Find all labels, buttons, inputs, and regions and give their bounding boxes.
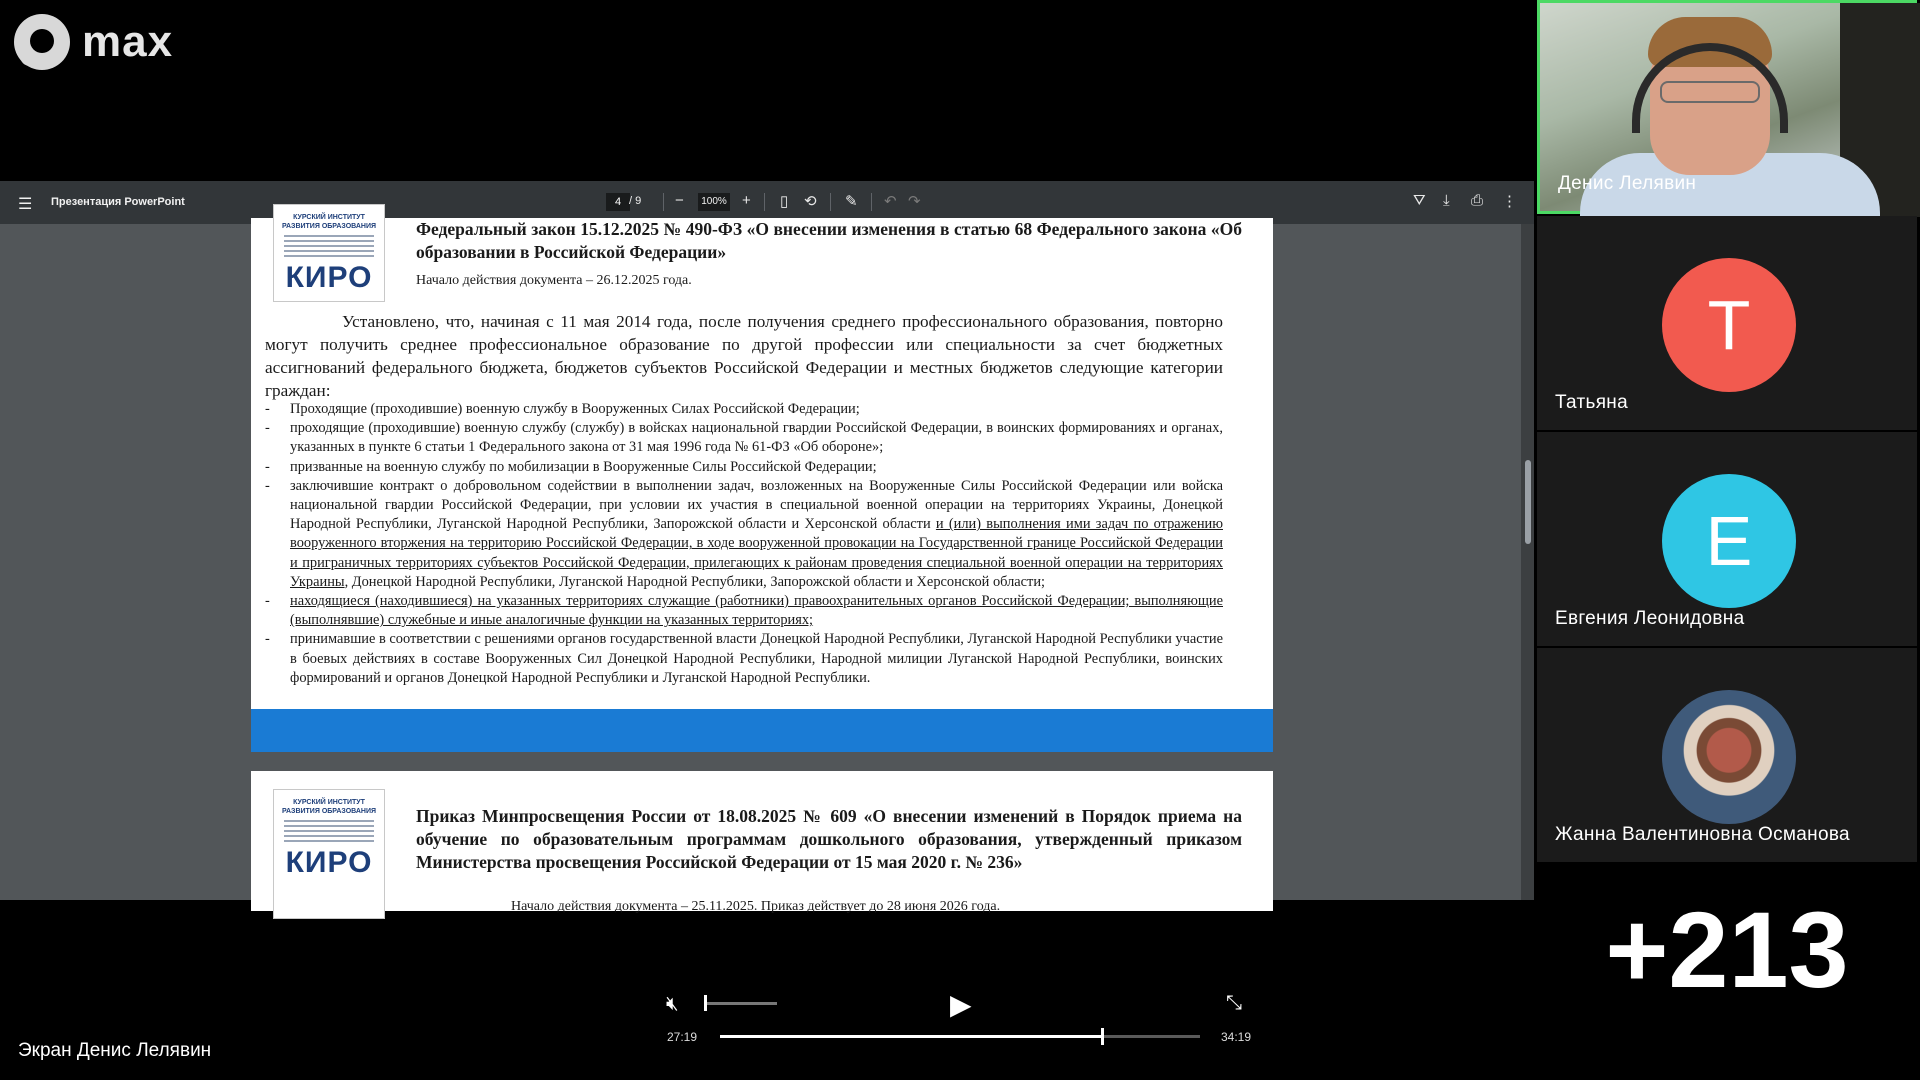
volume-slider[interactable] [705, 1002, 777, 1005]
progress-knob[interactable] [1101, 1028, 1104, 1045]
brand-name: max [82, 17, 174, 66]
avatar: Т [1662, 258, 1796, 392]
item-text: заключившие контракт о добровольном содействии в выполнении задач, возложенных на Вооруженные Силы Российской Федерации или войска национальной гвардии Российской Федерации, при условии их участия в специальной военной операции на территориях Украины, Донецкой Народной Республики, Луганской Народной Республики, Запорожской области и Херсонской области [290, 477, 1223, 533]
participant-name: Татьяна [1555, 392, 1628, 413]
participants-panel [1534, 0, 1920, 865]
progress-track[interactable] [720, 1035, 1200, 1038]
page-number-input[interactable]: 4 [606, 193, 630, 211]
list-item: - Проходящие (проходившие) военную службу в Вооруженных Силах Российской Федерации; [265, 400, 1223, 419]
page-total: / 9 [629, 195, 642, 207]
extra-participants-count[interactable]: +213 [1605, 889, 1849, 1010]
logo-caption: КУРСКИЙ ИНСТИТУТ РАЗВИТИЯ ОБРАЗОВАНИЯ [281, 214, 377, 230]
progress-fill [720, 1035, 1102, 1038]
avatar: Е [1662, 474, 1796, 608]
elapsed-time: 27:19 [667, 1030, 698, 1044]
list-item [265, 592, 1223, 630]
underlined-text: находящиеся (находившиеся) на указанных территориях служащие (работники) правоохранительных органов Российской Федерации; выполняющие (выполнявшие) служебные и иные аналогичные функции на указанных территориях; [290, 593, 1223, 629]
fit-page-icon[interactable]: ▯ [780, 193, 789, 210]
effective-date-note: Начало действия документа – 26.12.2025 года. [416, 273, 692, 288]
annotate-icon[interactable]: ✎ [845, 193, 858, 210]
participant-name: Денис Лелявин [1558, 173, 1697, 194]
divider [764, 193, 765, 211]
category-list [265, 400, 1223, 688]
kiro-logo [273, 789, 385, 919]
exit-fullscreen-icon[interactable]: ⤡ [1226, 992, 1242, 1014]
logo-text: КИРО [285, 846, 373, 879]
logo-text: КИРО [285, 261, 373, 294]
item-text: , Донецкой Народной Республики, Луганской Народной Республики, Запорожской области и Херсонской области; [344, 573, 1046, 590]
more-icon[interactable]: ⋮ [1502, 193, 1517, 210]
total-time: 34:19 [1221, 1030, 1252, 1044]
scrollbar-thumb[interactable] [1525, 460, 1531, 544]
print-icon[interactable]: ⎙ [1471, 192, 1484, 209]
divider [663, 193, 664, 211]
divider [830, 193, 831, 211]
rotate-icon[interactable]: ⟲ [804, 193, 817, 210]
list-item [265, 477, 1223, 592]
underlined-text: и (или) выполнения ими задач по отражению вооруженного вторжения на территорию Российской Федерации, в ходе вооруженной провокации на Государственной границе Российской Федерации и приграничных территориях субъектов Российской Федерации, прилегающих к районам проведения специальной военной операции на территориях Украины [290, 516, 1223, 590]
list-item: - проходящие (проходившие) военную службу (службу) в войсках национальной гвардии Российской Федерации, в воинских формированиях и органах, указанных в пункте 6 статьи 1 Федерального закона от 31 мая 1996 года № 61-ФЗ «Об обороне»; [265, 419, 1223, 457]
logo-lines [284, 235, 374, 257]
participant-tile[interactable] [1537, 648, 1917, 862]
pdf-page [251, 771, 1273, 914]
document-heading: Федеральный закон 15.12.2025 № 490-ФЗ «О внесении изменения в статью 68 Федерального закона «Об образовании в Российской Федерации» [416, 219, 1242, 262]
volume-knob[interactable] [704, 995, 707, 1011]
zoom-in-icon[interactable]: + [742, 192, 751, 209]
pdf-page [251, 214, 1273, 752]
document-heading: Приказ Минпросвещения России от 18.08.2025 № 609 «О внесении изменений в Порядок приема на обучение по образовательным программам дошкольного образования, утвержденный приказом Министерства просвещения Российской Федерации от 15 мая 2020 г. № 236» [416, 806, 1242, 872]
logo-lines [284, 820, 374, 842]
menu-icon[interactable]: ☰ [18, 196, 33, 213]
effective-date-note: Начало действия документа – 25.11.2025. Приказ действует до 28 июня 2026 года. [511, 899, 1001, 914]
play-icon[interactable]: ▶ [950, 989, 972, 1020]
divider [871, 193, 872, 211]
participant-tile[interactable] [1537, 0, 1917, 214]
redo-icon[interactable]: ↷ [908, 193, 921, 210]
screen-share-caption: Экран Денис Лелявин [18, 1040, 212, 1061]
slide-footer-bar [251, 709, 1273, 752]
participant-tile[interactable] [1537, 216, 1917, 430]
mute-icon[interactable]: 🔇︎ [666, 993, 679, 1015]
max-logo [14, 14, 173, 70]
drive-icon[interactable]: ⛛ [1413, 192, 1426, 209]
undo-icon[interactable]: ↶ [884, 193, 897, 210]
max-logo-icon [14, 14, 70, 70]
logo-caption: КУРСКИЙ ИНСТИТУТ РАЗВИТИЯ ОБРАЗОВАНИЯ [281, 799, 377, 815]
media-player [650, 980, 1270, 1070]
participant-name: Евгения Леонидовна [1555, 608, 1745, 629]
list-item: - принимавшие в соответствии с решениями органов государственной власти Донецкой Народной Республики, Луганской Народной Республики участие в боевых действиях в составе Вооруженных Сил Донецкой Народной Республики, Народной милиции Луганской Народной Республики, воинских формирований и органов Донецкой Народной Республики и Луганской Народной Республики. [265, 630, 1223, 688]
kiro-logo [273, 204, 385, 302]
intro-paragraph: Установлено, что, начиная с 11 мая 2014 года, после получения среднего профессионального образования, повторно могут получить среднее профессиональное образование по другой профессии или специальности за счет бюджетных ассигнований федерального бюджета, бюджетов субъектов Российской Федерации и местных бюджетов следующие категории граждан: [265, 312, 1223, 400]
list-item: - призванные на военную службу по мобилизации в Вооруженные Силы Российской Федерации; [265, 458, 1223, 477]
avatar [1662, 690, 1796, 824]
download-icon[interactable]: ⤓ [1443, 192, 1450, 209]
zoom-input[interactable]: 100% [698, 193, 730, 211]
participant-tile[interactable] [1537, 432, 1917, 646]
pdf-scrollbar[interactable] [1521, 224, 1534, 900]
document-title: Презентация PowerPoint [51, 196, 185, 208]
zoom-out-icon[interactable]: − [675, 192, 684, 209]
pdf-viewer[interactable] [0, 214, 1534, 914]
participant-name: Жанна Валентиновна Османова [1555, 824, 1850, 845]
